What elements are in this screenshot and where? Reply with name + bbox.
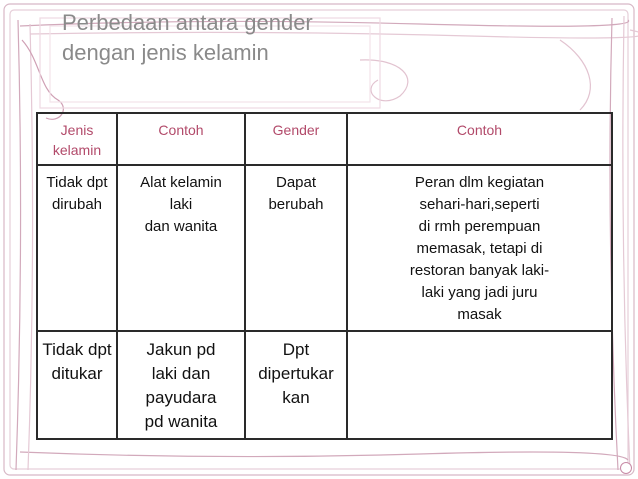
table-cell: Tidak dpt dirubah — [37, 165, 117, 331]
table-header-row — [37, 113, 612, 165]
header-contoh-1: Contoh — [117, 113, 245, 165]
table-cell: Peran dlm kegiatan sehari-hari,seperti di rmh perempuan memasak, tetapi di restoran banyak laki- laki yang jadi juru masak — [347, 165, 612, 331]
corner-ornament-icon — [620, 462, 632, 474]
table-cell: Dapat berubah — [245, 165, 347, 331]
table-cell: Alat kelamin laki dan wanita — [117, 165, 245, 331]
table-cell: Dpt dipertukar kan — [245, 331, 347, 439]
table-cell: Tidak dpt ditukar — [37, 331, 117, 439]
header-contoh-2: Contoh — [347, 113, 612, 165]
comparison-table — [36, 112, 613, 440]
header-jenis-kelamin: Jenis kelamin — [37, 113, 117, 165]
header-gender: Gender — [245, 113, 347, 165]
table-row — [37, 165, 612, 331]
table-cell-empty — [347, 331, 612, 439]
slide-title — [62, 8, 482, 68]
table-cell: Jakun pd laki dan payudara pd wanita — [117, 331, 245, 439]
title-line-1: Perbedaan antara gender — [62, 10, 313, 35]
table-row — [37, 331, 612, 439]
title-line-2: dengan jenis kelamin — [62, 40, 269, 65]
